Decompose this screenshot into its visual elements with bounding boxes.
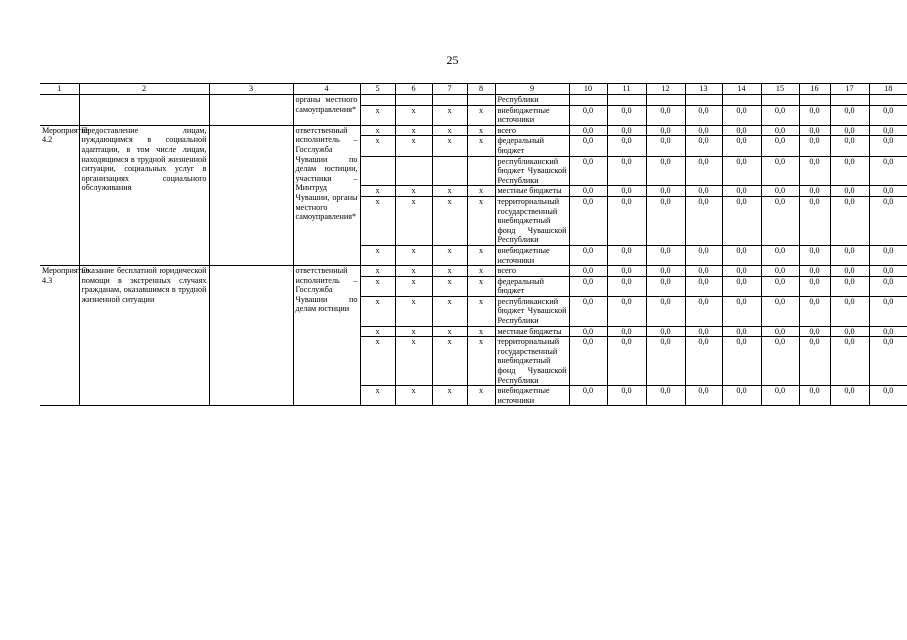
value-cell: 0,0 xyxy=(799,296,830,326)
header-cell-13: 13 xyxy=(685,84,722,95)
header-cell-5: 5 xyxy=(360,84,395,95)
header-cell-14: 14 xyxy=(722,84,761,95)
value-cell: 0,0 xyxy=(799,136,830,156)
mark-cell: x xyxy=(432,125,467,136)
value-cell: 0,0 xyxy=(569,245,607,265)
mark-cell xyxy=(467,95,495,106)
value-cell: 0,0 xyxy=(646,337,685,386)
value-cell: 0,0 xyxy=(761,326,799,337)
mark-cell xyxy=(432,156,467,186)
value-cell: 0,0 xyxy=(722,136,761,156)
mark-cell: x xyxy=(395,266,432,277)
value-cell: 0,0 xyxy=(722,125,761,136)
value-cell: 0,0 xyxy=(646,276,685,296)
value-cell: 0,0 xyxy=(722,105,761,125)
value-cell: 0,0 xyxy=(722,266,761,277)
mark-cell: x xyxy=(360,337,395,386)
value-cell: 0,0 xyxy=(569,276,607,296)
cont-col3 xyxy=(209,95,293,126)
value-cell xyxy=(607,95,646,106)
mark-cell: x xyxy=(432,326,467,337)
value-cell: 0,0 xyxy=(869,186,907,197)
source-cell: внебюджетные источники xyxy=(495,245,569,265)
source-cell: местные бюджеты xyxy=(495,186,569,197)
source-cell: территориальный государственный внебюджетный фонд Чувашской Республики xyxy=(495,337,569,386)
value-cell: 0,0 xyxy=(569,156,607,186)
header-cell-11: 11 xyxy=(607,84,646,95)
value-cell xyxy=(761,95,799,106)
value-cell: 0,0 xyxy=(830,386,869,406)
header-cell-9: 9 xyxy=(495,84,569,95)
header-cell-17: 17 xyxy=(830,84,869,95)
value-cell: 0,0 xyxy=(722,196,761,245)
mark-cell: x xyxy=(360,136,395,156)
value-cell: 0,0 xyxy=(722,245,761,265)
mark-cell: x xyxy=(467,196,495,245)
activity-col3 xyxy=(209,125,293,265)
mark-cell: x xyxy=(360,196,395,245)
value-cell: 0,0 xyxy=(722,276,761,296)
header-cell-15: 15 xyxy=(761,84,799,95)
mark-cell: x xyxy=(467,326,495,337)
value-cell: 0,0 xyxy=(830,296,869,326)
page-number: 25 xyxy=(446,53,459,67)
value-cell: 0,0 xyxy=(646,156,685,186)
value-cell: 0,0 xyxy=(761,136,799,156)
activity-code: Мероприятие 4.2 xyxy=(40,125,79,265)
value-cell: 0,0 xyxy=(646,105,685,125)
mark-cell xyxy=(360,156,395,186)
source-cell: республиканский бюджет Чувашской Республики xyxy=(495,156,569,186)
value-cell: 0,0 xyxy=(761,266,799,277)
mark-cell: x xyxy=(467,245,495,265)
value-cell: 0,0 xyxy=(799,386,830,406)
header-cell-16: 16 xyxy=(799,84,830,95)
mark-cell xyxy=(467,156,495,186)
mark-cell: x xyxy=(360,276,395,296)
value-cell: 0,0 xyxy=(646,196,685,245)
value-cell: 0,0 xyxy=(685,186,722,197)
mark-cell: x xyxy=(432,386,467,406)
value-cell: 0,0 xyxy=(799,337,830,386)
value-cell: 0,0 xyxy=(607,136,646,156)
value-cell: 0,0 xyxy=(830,266,869,277)
value-cell: 0,0 xyxy=(799,196,830,245)
value-cell: 0,0 xyxy=(569,296,607,326)
value-cell: 0,0 xyxy=(646,296,685,326)
mark-cell: x xyxy=(395,245,432,265)
mark-cell: x xyxy=(360,326,395,337)
mark-cell: x xyxy=(360,186,395,197)
value-cell: 0,0 xyxy=(761,156,799,186)
value-cell: 0,0 xyxy=(685,245,722,265)
value-cell: 0,0 xyxy=(646,326,685,337)
mark-cell: x xyxy=(432,105,467,125)
mark-cell: x xyxy=(467,186,495,197)
value-cell: 0,0 xyxy=(799,326,830,337)
mark-cell xyxy=(395,156,432,186)
value-cell: 0,0 xyxy=(685,105,722,125)
value-cell: 0,0 xyxy=(685,266,722,277)
value-cell: 0,0 xyxy=(646,386,685,406)
value-cell: 0,0 xyxy=(722,156,761,186)
value-cell: 0,0 xyxy=(607,105,646,125)
value-cell: 0,0 xyxy=(685,196,722,245)
value-cell: 0,0 xyxy=(869,296,907,326)
value-cell: 0,0 xyxy=(646,125,685,136)
value-cell: 0,0 xyxy=(607,196,646,245)
mark-cell: x xyxy=(432,245,467,265)
mark-cell: x xyxy=(432,266,467,277)
mark-cell: x xyxy=(395,105,432,125)
value-cell: 0,0 xyxy=(869,156,907,186)
value-cell: 0,0 xyxy=(685,326,722,337)
value-cell: 0,0 xyxy=(869,105,907,125)
value-cell: 0,0 xyxy=(569,326,607,337)
value-cell: 0,0 xyxy=(761,386,799,406)
value-cell: 0,0 xyxy=(869,136,907,156)
value-cell: 0,0 xyxy=(569,386,607,406)
value-cell: 0,0 xyxy=(799,186,830,197)
header-cell-8: 8 xyxy=(467,84,495,95)
value-cell xyxy=(722,95,761,106)
value-cell: 0,0 xyxy=(761,296,799,326)
mark-cell: x xyxy=(360,105,395,125)
value-cell: 0,0 xyxy=(685,136,722,156)
value-cell: 0,0 xyxy=(646,186,685,197)
source-cell: местные бюджеты xyxy=(495,326,569,337)
mark-cell: x xyxy=(395,136,432,156)
value-cell: 0,0 xyxy=(869,196,907,245)
source-cell: федеральный бюджет xyxy=(495,136,569,156)
source-cell: всего xyxy=(495,266,569,277)
mark-cell xyxy=(432,95,467,106)
mark-cell xyxy=(395,95,432,106)
value-cell: 0,0 xyxy=(722,326,761,337)
value-cell: 0,0 xyxy=(761,276,799,296)
value-cell: 0,0 xyxy=(685,337,722,386)
value-cell: 0,0 xyxy=(722,337,761,386)
mark-cell: x xyxy=(395,125,432,136)
value-cell: 0,0 xyxy=(830,105,869,125)
cont-col4: органы местного самоуправления* xyxy=(293,95,360,126)
value-cell: 0,0 xyxy=(869,276,907,296)
activity-col3 xyxy=(209,266,293,406)
mark-cell: x xyxy=(432,296,467,326)
value-cell: 0,0 xyxy=(869,337,907,386)
mark-cell: x xyxy=(360,125,395,136)
value-cell: 0,0 xyxy=(869,245,907,265)
source-cell: территориальный государственный внебюджетный фонд Чувашской Республики xyxy=(495,196,569,245)
mark-cell: x xyxy=(467,386,495,406)
value-cell: 0,0 xyxy=(799,156,830,186)
value-cell: 0,0 xyxy=(799,245,830,265)
value-cell: 0,0 xyxy=(799,276,830,296)
activity-name: Оказание бесплатной юридической помощи в экстренных случаях гражданам, оказавшимся в трудной жизненной ситуации xyxy=(79,266,209,406)
value-cell: 0,0 xyxy=(607,337,646,386)
value-cell: 0,0 xyxy=(607,245,646,265)
mark-cell xyxy=(360,95,395,106)
value-cell: 0,0 xyxy=(761,125,799,136)
value-cell: 0,0 xyxy=(607,156,646,186)
header-cell-1: 1 xyxy=(40,84,79,95)
value-cell: 0,0 xyxy=(607,266,646,277)
value-cell: 0,0 xyxy=(869,266,907,277)
mark-cell: x xyxy=(432,276,467,296)
mark-cell: x xyxy=(395,337,432,386)
value-cell: 0,0 xyxy=(569,125,607,136)
source-cell: федеральный бюджет xyxy=(495,276,569,296)
value-cell: 0,0 xyxy=(607,186,646,197)
value-cell xyxy=(685,95,722,106)
value-cell: 0,0 xyxy=(607,276,646,296)
value-cell: 0,0 xyxy=(685,125,722,136)
header-cell-4: 4 xyxy=(293,84,360,95)
mark-cell: x xyxy=(360,245,395,265)
value-cell: 0,0 xyxy=(646,266,685,277)
value-cell: 0,0 xyxy=(869,386,907,406)
value-cell: 0,0 xyxy=(685,156,722,186)
value-cell: 0,0 xyxy=(607,386,646,406)
cont-col2 xyxy=(79,95,209,126)
activity-responsible: ответственный исполнитель – Госслужба Чувашии по делам юстиции, участники – Минтруд Чувашии, органы местного самоуправления* xyxy=(293,125,360,265)
value-cell: 0,0 xyxy=(685,276,722,296)
header-cell-3: 3 xyxy=(209,84,293,95)
header-cell-7: 7 xyxy=(432,84,467,95)
value-cell: 0,0 xyxy=(646,245,685,265)
cont-col1 xyxy=(40,95,79,126)
source-cell: республиканский бюджет Чувашской Республики xyxy=(495,296,569,326)
activity-responsible: ответственный исполнитель – Госслужба Чувашии по делам юстиции xyxy=(293,266,360,406)
table-row xyxy=(40,125,907,136)
table-row xyxy=(40,95,907,106)
activity-code: Мероприятие 4.3 xyxy=(40,266,79,406)
table-row xyxy=(40,266,907,277)
value-cell: 0,0 xyxy=(607,125,646,136)
value-cell: 0,0 xyxy=(722,186,761,197)
value-cell: 0,0 xyxy=(869,125,907,136)
value-cell: 0,0 xyxy=(569,105,607,125)
value-cell: 0,0 xyxy=(646,136,685,156)
mark-cell: x xyxy=(467,276,495,296)
value-cell: 0,0 xyxy=(685,296,722,326)
mark-cell: x xyxy=(467,136,495,156)
source-cell: внебюджетные источники xyxy=(495,105,569,125)
header-cell-12: 12 xyxy=(646,84,685,95)
value-cell: 0,0 xyxy=(830,186,869,197)
value-cell xyxy=(799,95,830,106)
value-cell: 0,0 xyxy=(722,296,761,326)
mark-cell: x xyxy=(360,296,395,326)
value-cell: 0,0 xyxy=(830,156,869,186)
value-cell: 0,0 xyxy=(830,125,869,136)
mark-cell: x xyxy=(432,186,467,197)
value-cell: 0,0 xyxy=(799,105,830,125)
budget-table xyxy=(40,83,907,406)
mark-cell: x xyxy=(395,196,432,245)
header-cell-18: 18 xyxy=(869,84,907,95)
mark-cell: x xyxy=(395,276,432,296)
value-cell: 0,0 xyxy=(830,276,869,296)
value-cell: 0,0 xyxy=(761,105,799,125)
mark-cell: x xyxy=(395,326,432,337)
value-cell: 0,0 xyxy=(569,337,607,386)
value-cell: 0,0 xyxy=(761,196,799,245)
value-cell: 0,0 xyxy=(569,186,607,197)
mark-cell: x xyxy=(432,196,467,245)
value-cell xyxy=(646,95,685,106)
value-cell: 0,0 xyxy=(761,245,799,265)
activity-name: Предоставление лицам, нуждающимся в социальной адаптации, в том числе лицам, находящимся в трудной жизненной ситуации, социальных услуг в организациях социального обслуживания xyxy=(79,125,209,265)
source-cell: внебюджетные источники xyxy=(495,386,569,406)
value-cell: 0,0 xyxy=(761,337,799,386)
value-cell: 0,0 xyxy=(607,326,646,337)
value-cell xyxy=(569,95,607,106)
value-cell: 0,0 xyxy=(569,196,607,245)
value-cell: 0,0 xyxy=(830,337,869,386)
value-cell: 0,0 xyxy=(607,296,646,326)
mark-cell: x xyxy=(432,337,467,386)
value-cell: 0,0 xyxy=(569,266,607,277)
value-cell: 0,0 xyxy=(569,136,607,156)
value-cell: 0,0 xyxy=(830,326,869,337)
value-cell: 0,0 xyxy=(799,266,830,277)
mark-cell: x xyxy=(395,186,432,197)
mark-cell: x xyxy=(432,136,467,156)
value-cell: 0,0 xyxy=(761,186,799,197)
mark-cell: x xyxy=(360,386,395,406)
value-cell: 0,0 xyxy=(869,326,907,337)
header-cell-6: 6 xyxy=(395,84,432,95)
header-cell-10: 10 xyxy=(569,84,607,95)
mark-cell: x xyxy=(360,266,395,277)
value-cell: 0,0 xyxy=(830,136,869,156)
mark-cell: x xyxy=(467,266,495,277)
mark-cell: x xyxy=(467,125,495,136)
header-cell-2: 2 xyxy=(79,84,209,95)
value-cell: 0,0 xyxy=(722,386,761,406)
value-cell xyxy=(830,95,869,106)
mark-cell: x xyxy=(395,296,432,326)
mark-cell: x xyxy=(467,296,495,326)
mark-cell: x xyxy=(395,386,432,406)
value-cell: 0,0 xyxy=(830,245,869,265)
value-cell: 0,0 xyxy=(685,386,722,406)
header-row xyxy=(40,84,907,95)
source-cell: всего xyxy=(495,125,569,136)
value-cell xyxy=(869,95,907,106)
value-cell: 0,0 xyxy=(799,125,830,136)
mark-cell: x xyxy=(467,105,495,125)
source-cell: Республики xyxy=(495,95,569,106)
mark-cell: x xyxy=(467,337,495,386)
value-cell: 0,0 xyxy=(830,196,869,245)
